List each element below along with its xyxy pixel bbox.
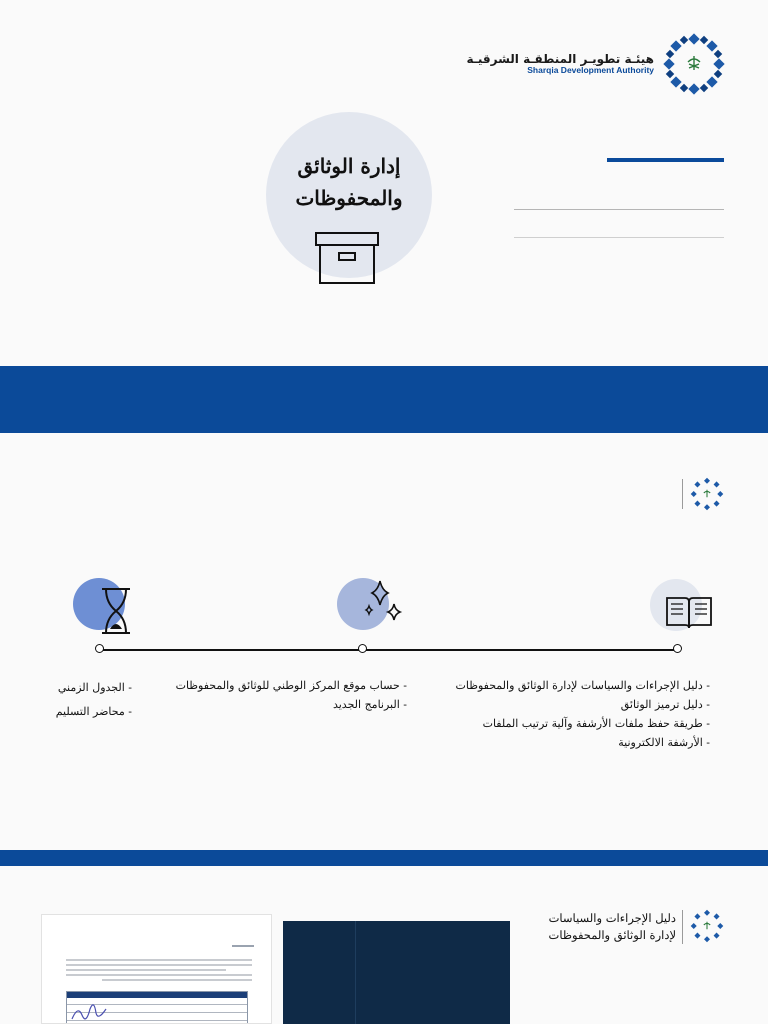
list-item: - حساب موقع المركز الوطني للوثائق والمحفوظات bbox=[175, 679, 407, 692]
list-item: - دليل ترميز الوثائق bbox=[620, 698, 710, 711]
timeline-node bbox=[673, 644, 682, 653]
cover-title-line1: إدارة الوثائق bbox=[297, 154, 401, 178]
blue-band bbox=[0, 366, 768, 433]
cover-title bbox=[266, 150, 432, 214]
timeline-list-3 bbox=[56, 676, 132, 724]
divider-line bbox=[682, 910, 683, 944]
sparkle-icon bbox=[360, 578, 406, 628]
accent-line bbox=[607, 158, 724, 162]
signature-icon bbox=[70, 999, 110, 1024]
timeline-node bbox=[95, 644, 104, 653]
timeline-list-1 bbox=[456, 676, 711, 752]
procedures-title bbox=[549, 910, 676, 944]
org-name-en: Sharqia Development Authority bbox=[527, 65, 654, 75]
timeline-list-2 bbox=[176, 676, 407, 714]
list-item: - البرنامج الجديد bbox=[332, 698, 407, 711]
list-item: - الجدول الزمني bbox=[57, 681, 132, 694]
authority-logo-icon bbox=[690, 909, 724, 943]
procedures-title-line2: لإدارة الوثائق والمحفوظات bbox=[548, 928, 676, 942]
hourglass-icon bbox=[98, 587, 134, 635]
list-item: - محاضر التسليم bbox=[55, 705, 132, 718]
authority-logo-icon bbox=[690, 477, 724, 511]
divider-line bbox=[682, 479, 683, 509]
book-icon bbox=[664, 592, 714, 630]
timeline-line bbox=[100, 649, 678, 651]
blue-band bbox=[0, 850, 768, 866]
timeline-node bbox=[358, 644, 367, 653]
archive-box-icon bbox=[314, 231, 380, 285]
list-item: - طريقة حفظ ملفات الأرشفة وآلية ترتيب الملفات bbox=[482, 717, 710, 730]
document-thumbnail bbox=[41, 914, 272, 1024]
authority-logo-icon bbox=[662, 32, 726, 96]
divider-line bbox=[514, 237, 724, 238]
document-photo bbox=[283, 921, 510, 1024]
list-item: - الأرشفة الالكترونية bbox=[618, 736, 710, 749]
cover-title-line2: والمحفوظات bbox=[295, 186, 403, 210]
list-item: - دليل الإجراءات والسياسات لإدارة الوثائق والمحفوظات bbox=[455, 679, 710, 692]
divider-line bbox=[514, 209, 724, 210]
procedures-title-line1: دليل الإجراءات والسياسات bbox=[548, 911, 676, 925]
org-name-ar: هيئـة تطويـر المنطقـة الشرقيـة bbox=[466, 52, 654, 66]
